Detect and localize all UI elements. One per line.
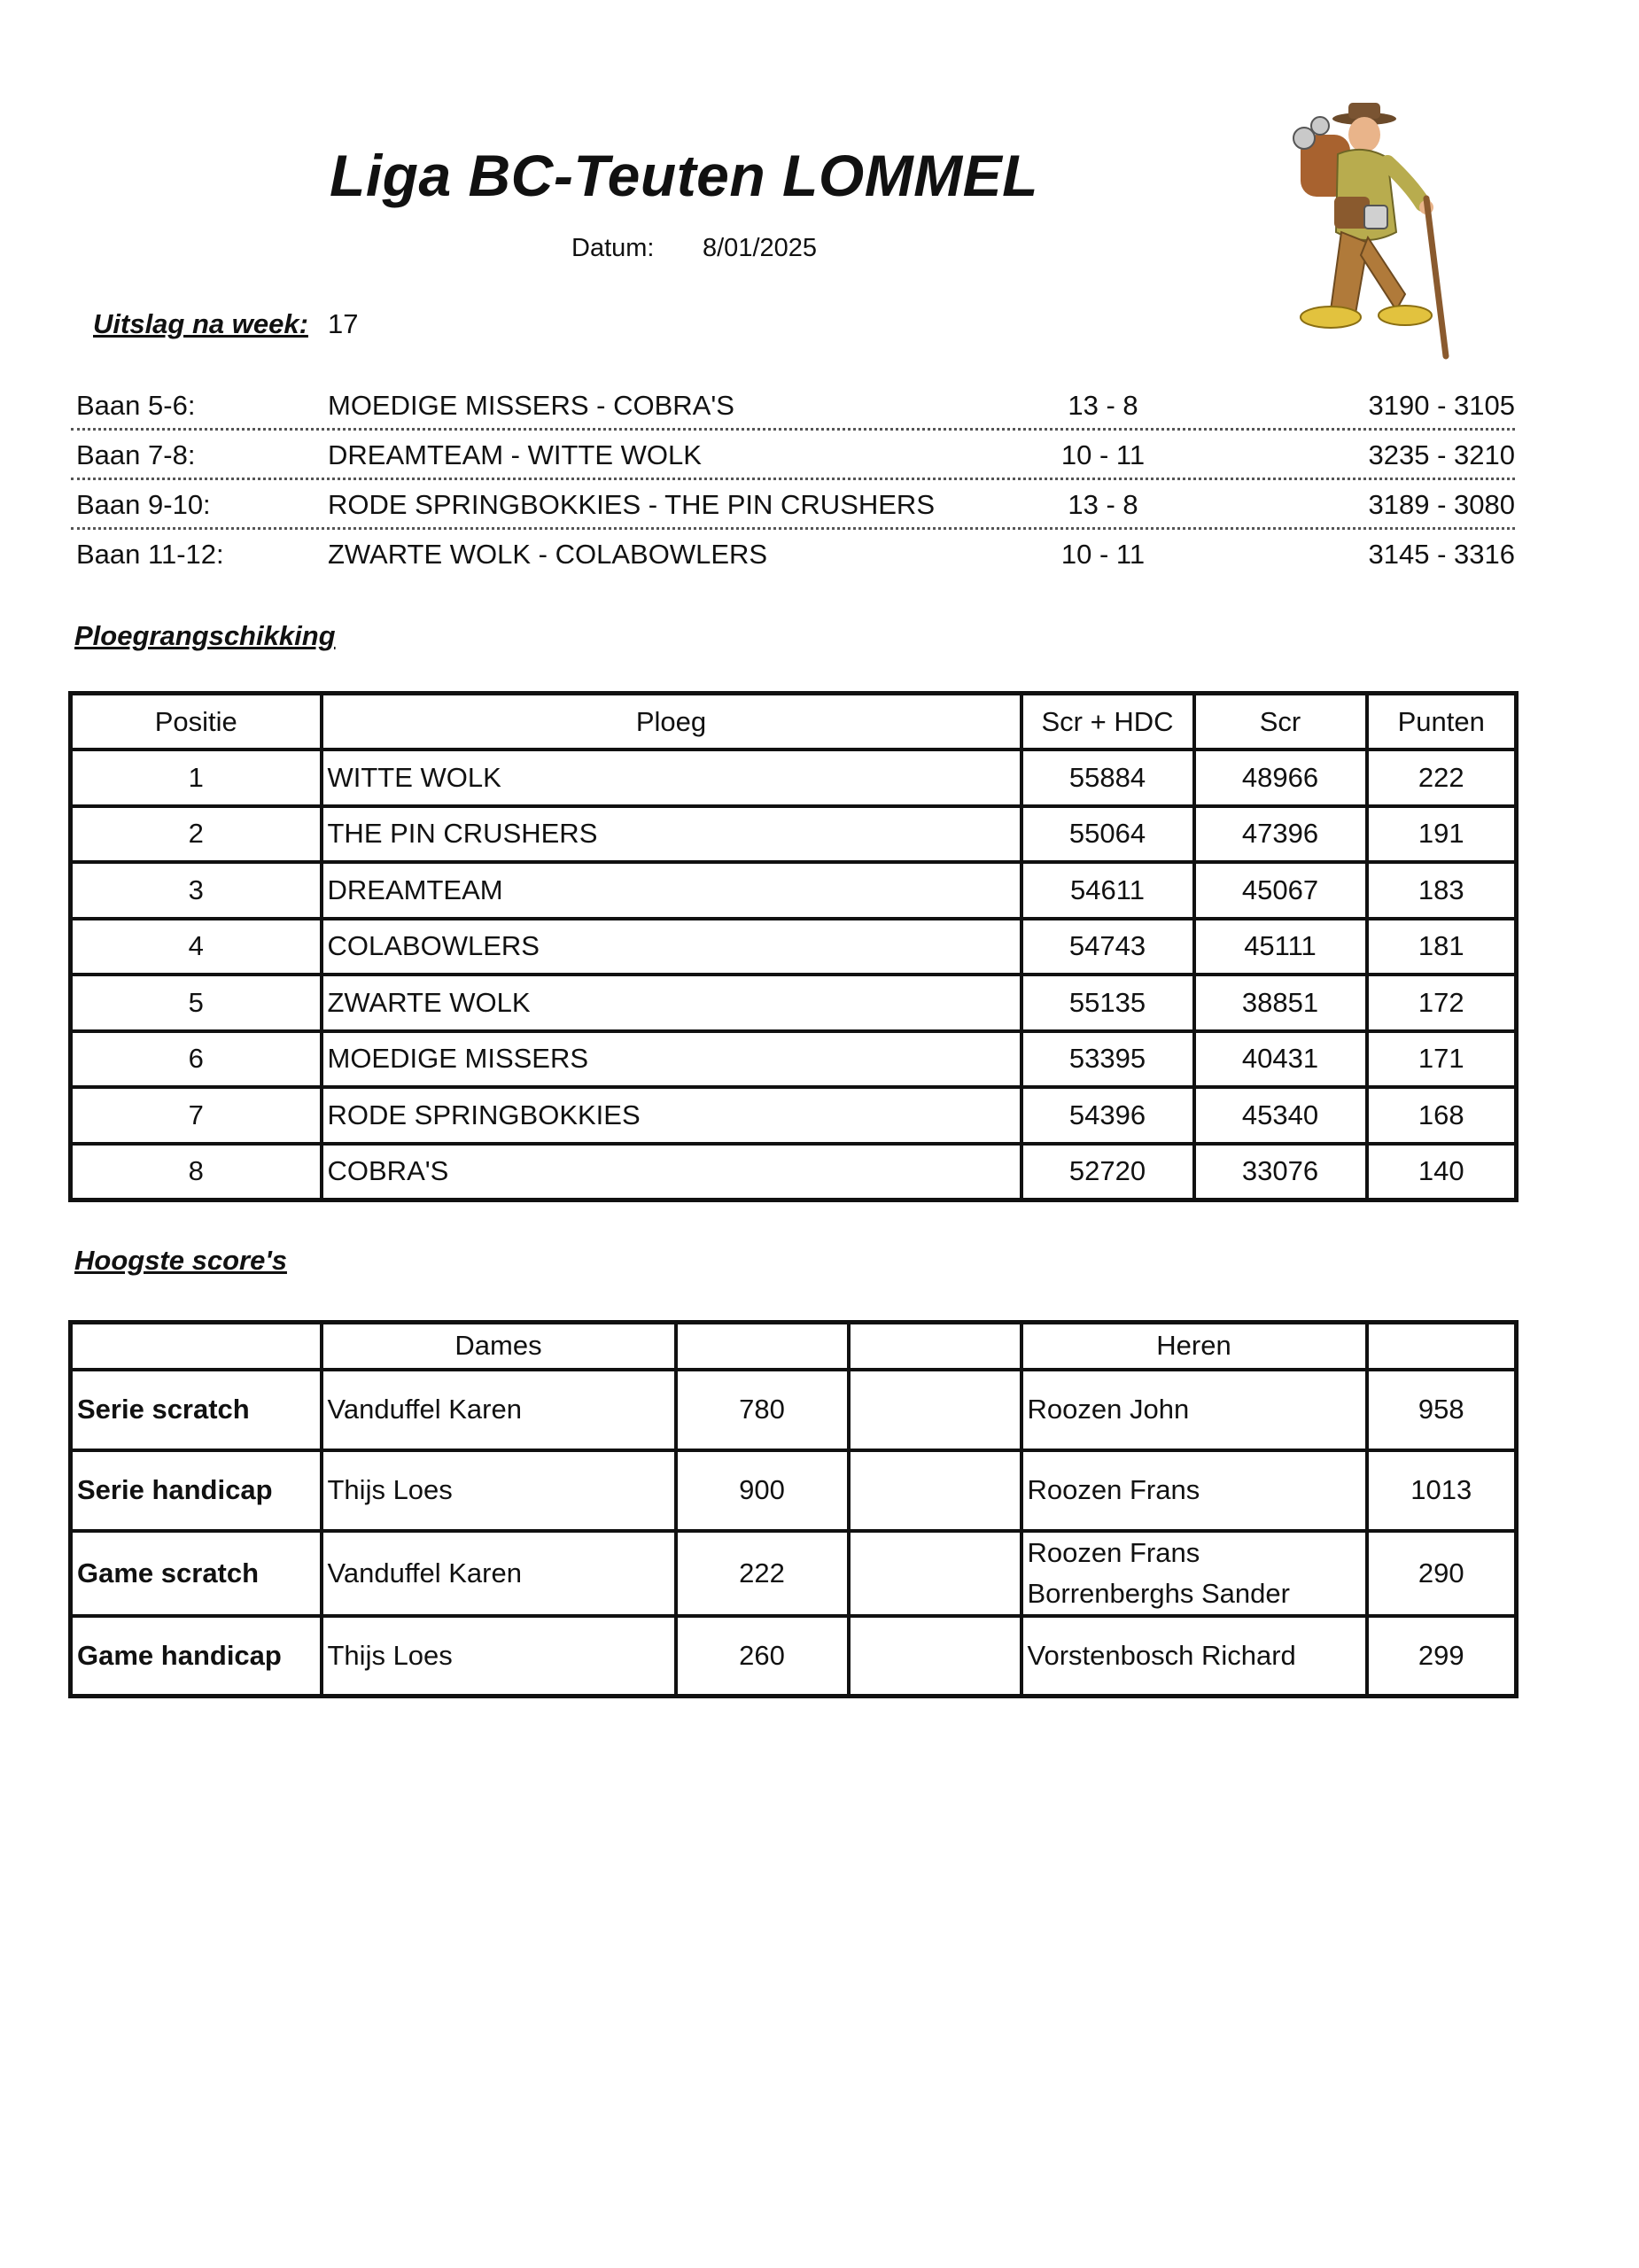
result-total: 3189 - 3080: [1368, 489, 1515, 520]
result-match: DREAMTEAM - WITTE WOLK: [328, 439, 702, 470]
cell-position: 2: [71, 806, 322, 863]
header-empty-cell: [676, 1323, 849, 1370]
week-label: Uitslag na week:: [93, 308, 308, 339]
cell-position: 3: [71, 862, 322, 919]
header-points: Punten: [1367, 694, 1517, 750]
cell-lady-score: 260: [676, 1616, 849, 1697]
table-row: [71, 1531, 1517, 1616]
cell-points: 171: [1367, 1031, 1517, 1088]
match-result-row: [71, 381, 1515, 431]
cell-scr: 45340: [1194, 1087, 1367, 1144]
cell-scr: 33076: [1194, 1144, 1367, 1200]
table-row: [71, 1450, 1517, 1531]
cell-man-name: [1021, 1450, 1367, 1531]
cell-empty: [849, 1450, 1021, 1531]
cell-points: 140: [1367, 1144, 1517, 1200]
cell-empty: [849, 1616, 1021, 1697]
table-row: [71, 750, 1517, 806]
table-row: [71, 1144, 1517, 1200]
cell-lady-score: 222: [676, 1531, 849, 1616]
result-lane: Baan 7-8:: [76, 439, 196, 470]
cell-lady-name: Thijs Loes: [322, 1450, 676, 1531]
result-score: 10 - 11: [1060, 439, 1146, 470]
result-lane: Baan 5-6:: [76, 390, 196, 421]
header-empty-cell: [1367, 1323, 1517, 1370]
man-name-line: Roozen Frans: [1027, 1474, 1200, 1505]
table-header-row: [71, 694, 1517, 750]
cell-category: Serie scratch: [71, 1370, 322, 1450]
cell-position: 5: [71, 975, 322, 1031]
week-value: 17: [328, 308, 359, 339]
man-name-line: Roozen John: [1027, 1394, 1190, 1425]
datum-label: Datum:: [571, 234, 655, 262]
traveler-mascot-illustration: [1249, 99, 1462, 365]
cell-team: MOEDIGE MISSERS: [322, 1031, 1021, 1088]
cell-scr: 48966: [1194, 750, 1367, 806]
cell-man-score: 1013: [1367, 1450, 1517, 1531]
datum-value: 8/01/2025: [703, 234, 818, 262]
ranking-section-title: Ploegrangschikking: [74, 620, 336, 651]
man-name-line: Roozen Frans: [1027, 1536, 1200, 1568]
cell-points: 172: [1367, 975, 1517, 1031]
cell-points: 222: [1367, 750, 1517, 806]
cell-points: 168: [1367, 1087, 1517, 1144]
result-score: 10 - 11: [1060, 539, 1146, 570]
header-scr-hdc: Scr + HDC: [1021, 694, 1194, 750]
cell-position: 8: [71, 1144, 322, 1200]
cell-team: COLABOWLERS: [322, 919, 1021, 975]
high-scores-section-title: Hoogste score's: [74, 1245, 287, 1276]
header-empty-cell: [71, 1323, 322, 1370]
cell-scr: 45067: [1194, 862, 1367, 919]
match-result-row: [71, 480, 1515, 530]
cell-lady-name: Vanduffel Karen: [322, 1370, 676, 1450]
cell-man-name: [1021, 1370, 1367, 1450]
header-position: Positie: [71, 694, 322, 750]
cell-lady-score: 900: [676, 1450, 849, 1531]
cell-team: RODE SPRINGBOKKIES: [322, 1087, 1021, 1144]
result-score: 13 - 8: [1068, 390, 1138, 421]
header-ladies: Dames: [322, 1323, 676, 1370]
table-row: [71, 1031, 1517, 1088]
cell-scr-hdc: 54743: [1021, 919, 1194, 975]
cell-category: Serie handicap: [71, 1450, 322, 1531]
result-score: 13 - 8: [1068, 489, 1138, 520]
cell-scr: 40431: [1194, 1031, 1367, 1088]
cell-team: WITTE WOLK: [322, 750, 1021, 806]
result-total: 3235 - 3210: [1368, 439, 1515, 470]
table-row: [71, 919, 1517, 975]
cell-position: 1: [71, 750, 322, 806]
cell-points: 191: [1367, 806, 1517, 863]
team-ranking-table: [68, 691, 1519, 1202]
cell-man-score: 958: [1367, 1370, 1517, 1450]
cell-man-name: [1021, 1616, 1367, 1697]
match-result-row: [71, 431, 1515, 480]
match-results-list: [71, 381, 1515, 577]
man-name-line: Vorstenbosch Richard: [1027, 1639, 1296, 1671]
cell-scr: 45111: [1194, 919, 1367, 975]
table-row: [71, 1370, 1517, 1450]
match-result-row: [71, 530, 1515, 577]
result-total: 3190 - 3105: [1368, 390, 1515, 421]
cell-scr: 47396: [1194, 806, 1367, 863]
cell-scr-hdc: 52720: [1021, 1144, 1194, 1200]
cell-position: 6: [71, 1031, 322, 1088]
cell-scr-hdc: 54611: [1021, 862, 1194, 919]
table-row: [71, 1616, 1517, 1697]
header-team: Ploeg: [322, 694, 1021, 750]
high-scores-table: [68, 1320, 1519, 1698]
result-total: 3145 - 3316: [1368, 539, 1515, 570]
cell-scr-hdc: 55135: [1021, 975, 1194, 1031]
table-row: [71, 1087, 1517, 1144]
header-men: Heren: [1021, 1323, 1367, 1370]
cell-lady-name: Thijs Loes: [322, 1616, 676, 1697]
cell-scr-hdc: 55884: [1021, 750, 1194, 806]
cell-category: Game handicap: [71, 1616, 322, 1697]
cell-scr-hdc: 53395: [1021, 1031, 1194, 1088]
cell-team: COBRA'S: [322, 1144, 1021, 1200]
result-lane: Baan 9-10:: [76, 489, 211, 520]
cell-man-score: 290: [1367, 1531, 1517, 1616]
man-name-line: Borrenberghs Sander: [1027, 1577, 1290, 1609]
cell-empty: [849, 1370, 1021, 1450]
cell-man-name: [1021, 1531, 1367, 1616]
result-match: MOEDIGE MISSERS - COBRA'S: [328, 390, 734, 421]
cell-position: 4: [71, 919, 322, 975]
page-title: Liga BC-Teuten LOMMEL: [330, 143, 1038, 208]
table-row: [71, 806, 1517, 863]
cell-points: 183: [1367, 862, 1517, 919]
cell-position: 7: [71, 1087, 322, 1144]
cell-points: 181: [1367, 919, 1517, 975]
table-header-row: [71, 1323, 1517, 1370]
header-scr: Scr: [1194, 694, 1367, 750]
cell-man-score: 299: [1367, 1616, 1517, 1697]
cell-team: THE PIN CRUSHERS: [322, 806, 1021, 863]
cell-lady-name: Vanduffel Karen: [322, 1531, 676, 1616]
cell-scr: 38851: [1194, 975, 1367, 1031]
cell-team: ZWARTE WOLK: [322, 975, 1021, 1031]
cell-empty: [849, 1531, 1021, 1616]
cell-lady-score: 780: [676, 1370, 849, 1450]
cell-scr-hdc: 55064: [1021, 806, 1194, 863]
table-row: [71, 975, 1517, 1031]
result-match: ZWARTE WOLK - COLABOWLERS: [328, 539, 768, 570]
cell-scr-hdc: 54396: [1021, 1087, 1194, 1144]
header-empty-cell: [849, 1323, 1021, 1370]
result-match: RODE SPRINGBOKKIES - THE PIN CRUSHERS: [328, 489, 935, 520]
cell-category: Game scratch: [71, 1531, 322, 1616]
table-row: [71, 862, 1517, 919]
result-lane: Baan 11-12:: [76, 539, 224, 570]
cell-team: DREAMTEAM: [322, 862, 1021, 919]
